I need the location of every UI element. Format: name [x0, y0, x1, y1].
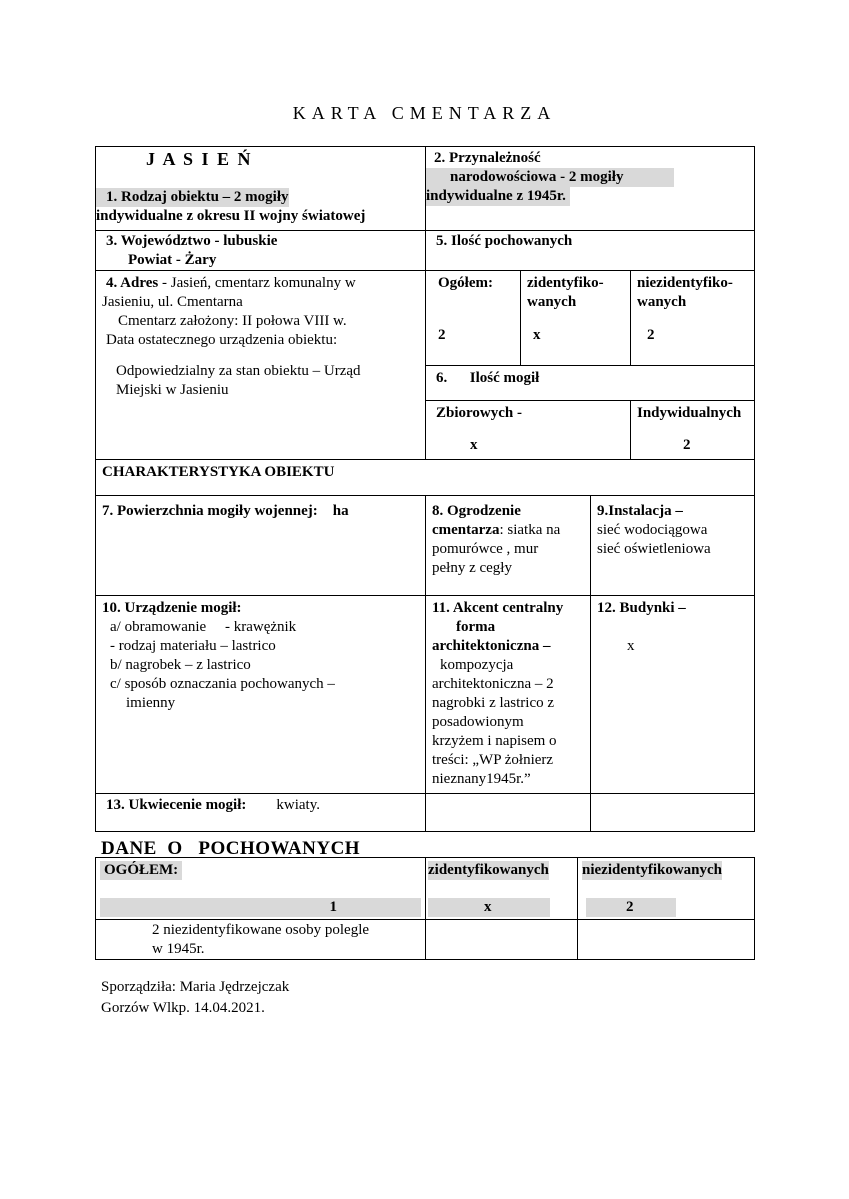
odpowiedzialny-line-2: Miejski w Jasieniu: [116, 382, 229, 398]
akcent-label-2: forma: [456, 619, 496, 635]
niezidentyfikowanych-value: 2: [647, 327, 655, 343]
place-name: J A S I E Ń: [146, 149, 253, 169]
dane-ogolem-label: OGÓŁEM:: [100, 861, 182, 880]
instalacja-cell: [591, 496, 755, 596]
urzadzenie-label: 10. Urządzenie mogił:: [102, 600, 242, 616]
dane-heading: DANE O POCHOWANYCH: [101, 838, 361, 859]
urzadzenie-line: c/ sposób oznaczania pochowanych –: [110, 676, 335, 692]
wojewodztwo: 3. Województwo - lubuskie: [106, 233, 278, 249]
akcent-line: treści: „WP żołnierz: [432, 752, 554, 768]
empty-cell: [591, 794, 755, 832]
ilosc-mogil-cell: [426, 366, 755, 401]
ogrodzenie-cell: [426, 496, 591, 596]
charakterystyka-heading: CHARAKTERYSTYKA OBIEKTU: [102, 464, 335, 480]
zbiorowych-label: Zbiorowych -: [436, 405, 522, 421]
indywidualnych-value: 2: [683, 437, 691, 453]
dane-opis-line-1: 2 niezidentyfikowane osoby polegle: [152, 922, 370, 938]
przynaleznosc-line-2: narodowościowa - 2 mogiły: [426, 168, 674, 187]
ogolem-value: 2: [438, 327, 446, 343]
dane-zident-value: x: [428, 898, 550, 917]
budynki-value: x: [627, 638, 635, 654]
niezidentyfikowanych-label-1: niezidentyfiko-: [637, 275, 733, 291]
miejsce-data: Gorzów Wlkp. 14.04.2021.: [101, 1000, 265, 1016]
dane-ogolem-value: 1: [100, 898, 421, 917]
ogrodzenie-text-1: : siatka na: [499, 522, 561, 538]
akcent-line: architektoniczna – 2: [432, 676, 554, 692]
ilosc-mogil-label: 6. Ilość mogił: [436, 370, 540, 386]
dane-niezident-value: 2: [586, 898, 676, 917]
ogolem-label: Ogółem:: [438, 275, 493, 291]
ukwiecenie-label: 13. Ukwiecenie mogił:: [106, 797, 247, 813]
cmentarz-zalozony: Cmentarz założony: II połowa VIII w.: [118, 313, 347, 329]
zbiorowych-cell: [426, 401, 631, 460]
akcent-label-3: architektoniczna –: [432, 638, 551, 654]
ogrodzenie-text-3: pełny z cegły: [432, 560, 512, 576]
dane-ogolem-cell: [96, 858, 426, 920]
akcent-cell: [426, 596, 591, 794]
dane-niezident-label: niezidentyfikowanych: [582, 862, 723, 878]
zidentyfikowanych-label-2: wanych: [527, 294, 577, 310]
akcent-line: posadowionym: [432, 714, 524, 730]
instalacja-text-1: sieć wodociągowa: [597, 522, 708, 538]
cemetery-card-table: [95, 146, 755, 832]
przynaleznosc-label: 2. Przynależność: [434, 150, 541, 166]
niezidentyfikowanych-label-2: wanych: [637, 294, 687, 310]
rodzaj-obiektu-value: indywidualne z okresu II wojny światowej: [96, 208, 366, 224]
indywidualnych-cell: [631, 401, 755, 460]
urzadzenie-line: b/ nagrobek – z lastrico: [110, 657, 251, 673]
urzadzenie-line: a/ obramowanie - krawężnik: [110, 619, 297, 635]
data-urzadzenia: Data ostatecznego urządzenia obiektu:: [106, 332, 338, 348]
akcent-label: 11. Akcent centralny: [432, 600, 564, 616]
sporzadzila: Sporządziła: Maria Jędrzejczak: [101, 979, 290, 995]
zidentyfikowanych-label-1: zidentyfiko-: [527, 275, 604, 291]
odpowiedzialny-line-1: Odpowiedzialny za stan obiektu – Urząd: [116, 363, 361, 379]
akcent-line: kompozycja: [440, 657, 514, 673]
dane-opis-cell: [96, 920, 426, 960]
empty-cell: [426, 794, 591, 832]
ogrodzenie-text-2: pomurówce , mur: [432, 541, 539, 557]
powierzchnia-label: 7. Powierzchnia mogiły wojennej: ha: [102, 503, 349, 519]
adres-cell: [96, 271, 426, 460]
dane-zident-label: zidentyfikowanych: [428, 862, 549, 878]
ukwiecenie-cell: [96, 794, 426, 832]
budynki-label: 12. Budynki –: [597, 600, 686, 616]
urzadzenie-line: imienny: [126, 695, 176, 711]
instalacja-text-2: sieć oświetleniowa: [597, 541, 711, 557]
charakterystyka-heading-cell: [96, 460, 755, 496]
ogrodzenie-label: 8. Ogrodzenie: [432, 503, 521, 519]
akcent-line: krzyżem i napisem o: [432, 733, 557, 749]
adres-text-2: Jasieniu, ul. Cmentarna: [102, 294, 243, 310]
ogrodzenie-label-2: cmentarza: [432, 522, 500, 538]
niezidentyfikowanych-cell: [631, 271, 755, 366]
akcent-line: nieznany1945r.”: [432, 771, 531, 787]
adres-text: - Jasień, cmentarz komunalny w: [158, 275, 356, 291]
empty-cell: [578, 920, 755, 960]
empty-cell: [426, 920, 578, 960]
urzadzenie-line: - rodzaj materiału – lastrico: [110, 638, 276, 654]
rodzaj-obiektu-cell: [96, 147, 426, 231]
dane-niezident-cell: [578, 858, 755, 920]
powierzchnia-cell: [96, 496, 426, 596]
ilosc-pochowanych-label: 5. Ilość pochowanych: [436, 233, 573, 249]
urzadzenie-cell: [96, 596, 426, 794]
ilosc-pochowanych-cell: [426, 231, 755, 271]
page-title: KARTA CMENTARZA: [292, 103, 557, 123]
powiat: Powiat - Żary: [128, 252, 217, 268]
przynaleznosc-line-3: indywidualne z 1945r.: [426, 187, 570, 206]
przynaleznosc-cell: [426, 147, 755, 231]
adres-label: 4. Adres: [106, 275, 159, 291]
dane-zident-cell: [426, 858, 578, 920]
zidentyfikowanych-value: x: [533, 327, 541, 343]
ogolem-cell: [426, 271, 521, 366]
ukwiecenie-value: kwiaty.: [276, 797, 320, 813]
akcent-line: nagrobki z lastrico z: [432, 695, 555, 711]
indywidualnych-label: Indywidualnych: [637, 405, 742, 421]
wojewodztwo-cell: [96, 231, 426, 271]
rodzaj-obiektu-label: 1. Rodzaj obiektu – 2 mogiły: [96, 188, 289, 207]
budynki-cell: [591, 596, 755, 794]
instalacja-label: 9.Instalacja –: [597, 503, 683, 519]
zbiorowych-value: x: [470, 437, 478, 453]
zidentyfikowanych-cell: [521, 271, 631, 366]
dane-opis-line-2: w 1945r.: [152, 941, 205, 957]
dane-table: [95, 857, 755, 960]
